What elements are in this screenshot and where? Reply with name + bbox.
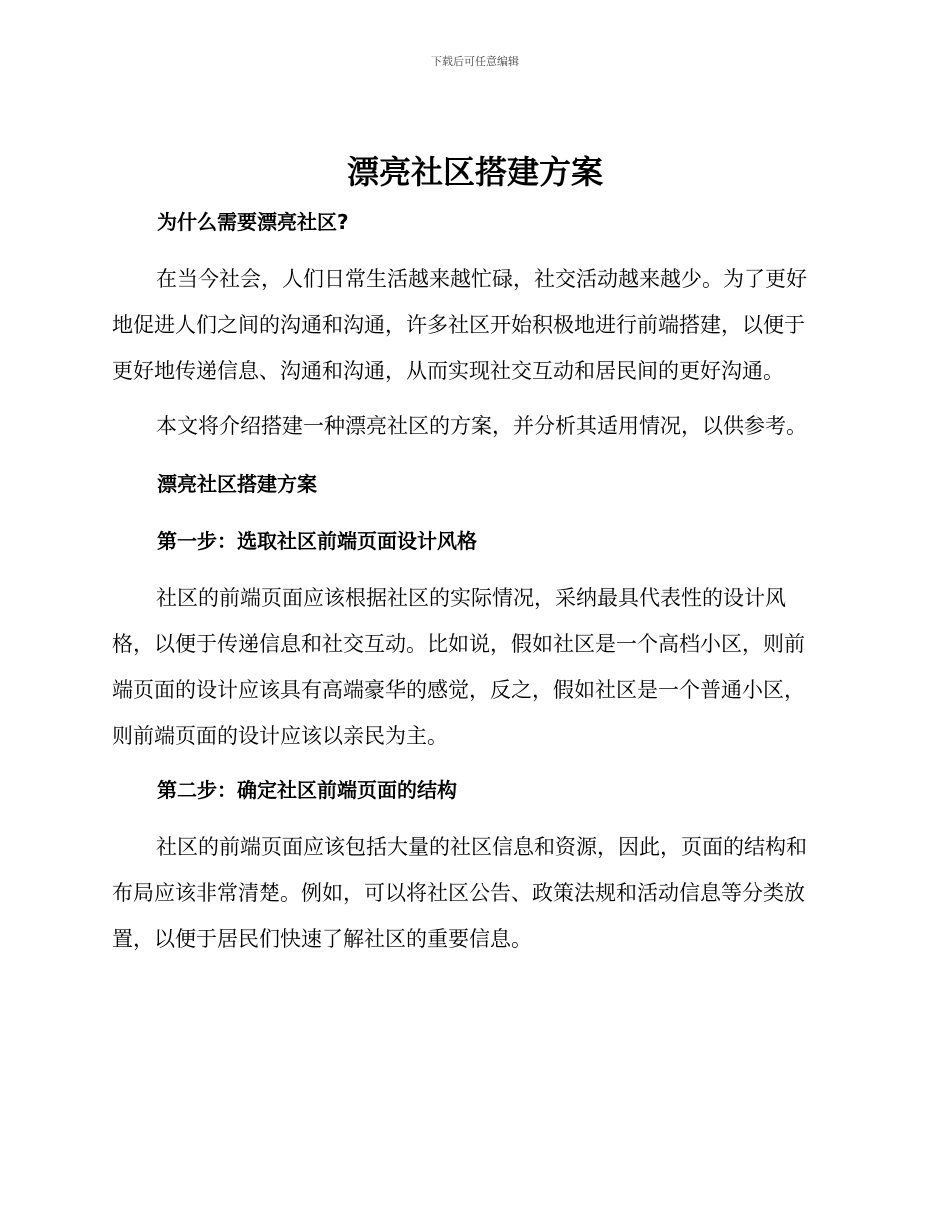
- paragraph-line: 在当今社会，人们日常生活越来越忙碌，社交活动越来越少。为了更好: [156, 267, 807, 291]
- paragraph-step2: [112, 824, 836, 962]
- paragraph-line: 本文将介绍搭建一种漂亮社区的方案，并分析其适用情况，以供参考。: [156, 414, 807, 438]
- paragraph-line: 置，以便于居民们快速了解社区的重要信息。: [112, 927, 532, 951]
- paragraph-line: 更好地传递信息、沟通和沟通，从而实现社交互动和居民间的更好沟通。: [112, 359, 784, 383]
- step2-heading: 第二步：确定社区前端页面的结构: [157, 778, 457, 802]
- paragraph-line: 格，以便于传递信息和社交互动。比如说，假如社区是一个高档小区，则前: [112, 632, 805, 656]
- section-heading-why: 为什么需要漂亮社区?: [157, 210, 349, 234]
- paragraph-line: 端页面的设计应该具有高端豪华的感觉，反之，假如社区是一个普通小区，: [112, 678, 805, 702]
- paragraph-intro: [112, 256, 836, 394]
- step1-heading: 第一步：选取社区前端页面设计风格: [157, 529, 477, 553]
- paragraph-line: 社区的前端页面应该包括大量的社区信息和资源，因此，页面的结构和: [156, 835, 807, 859]
- paragraph-line: 则前端页面的设计应该以亲民为主。: [112, 724, 448, 748]
- paragraph-line: 地促进人们之间的沟通和沟通，许多社区开始积极地进行前端搭建，以便于: [112, 313, 805, 337]
- page-header: 下载后可任意编辑: [431, 55, 519, 68]
- section-heading-plan: 漂亮社区搭建方案: [157, 472, 317, 496]
- paragraph-line: 布局应该非常清楚。例如，可以将社区公告、政策法规和活动信息等分类放: [112, 881, 805, 905]
- document-title: 漂亮社区搭建方案: [346, 153, 603, 191]
- paragraph-purpose: [112, 403, 836, 449]
- paragraph-line: 社区的前端页面应该根据社区的实际情况，采纳最具代表性的设计风: [156, 586, 786, 610]
- paragraph-step1: [112, 575, 836, 759]
